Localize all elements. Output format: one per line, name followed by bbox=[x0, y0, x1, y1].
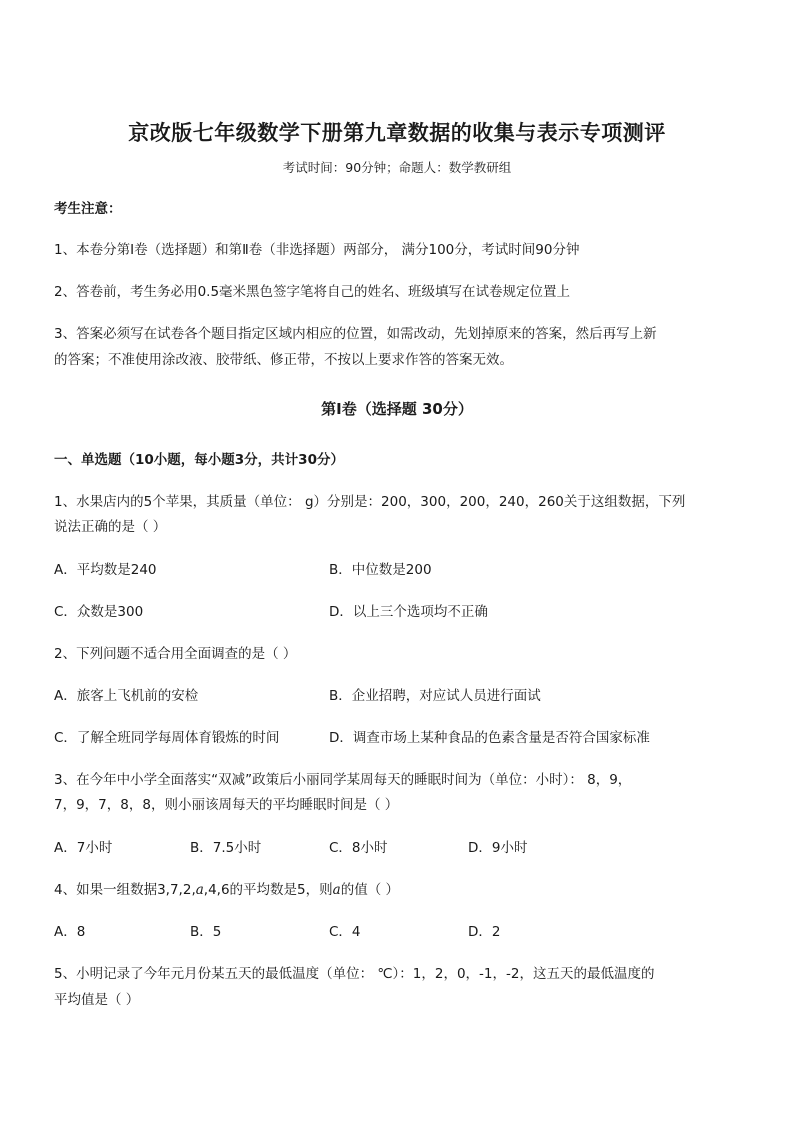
notice-item-3-cont: 的答案；不准使用涂改液、胶带纸、修正带，不按以上要求作答的答案无效。 bbox=[54, 352, 513, 368]
question-4-text bbox=[54, 878, 744, 902]
section-title: 第Ⅰ卷（选择题 30分） bbox=[321, 400, 473, 418]
question-2-option-b: B．企业招聘，对应试人员进行面试 bbox=[329, 688, 541, 704]
question-1-text: 1、水果店内的5个苹果，其质量（单位： g）分别是：200，300，200，240，260关于这组数据，下列 bbox=[54, 494, 686, 510]
notice-heading: 考生注意： bbox=[54, 201, 122, 217]
part-title: 一、单选题（10小题，每小题3分，共计30分） bbox=[54, 452, 344, 468]
notice-item-1: 1、本卷分第Ⅰ卷（选择题）和第Ⅱ卷（非选择题）两部分， 满分100分，考试时间90分钟 bbox=[54, 242, 580, 258]
question-4-text-mid: ,4,6的平均数是5，则 bbox=[203, 882, 333, 898]
question-3-option-c: C．8小时 bbox=[329, 840, 388, 856]
question-4-text-pre: 4、如果一组数据3,7,2, bbox=[54, 882, 196, 898]
exam-info: 考试时间：90分钟；命题人：数学教研组 bbox=[282, 160, 512, 175]
variable-a: a bbox=[195, 882, 204, 898]
question-1-option-c: C．众数是300 bbox=[54, 604, 144, 620]
page-title: 京改版七年级数学下册第九章数据的收集与表示专项测评 bbox=[128, 120, 666, 145]
question-4-option-b: B．5 bbox=[190, 924, 222, 940]
question-4-option-d: D．2 bbox=[468, 924, 501, 940]
question-2-option-a: A．旅客上飞机前的安检 bbox=[54, 688, 199, 704]
question-3-text: 3、在今年中小学全面落实“双减”政策后小丽同学某周每天的睡眠时间为（单位：小时）： 8，9， bbox=[54, 772, 632, 788]
question-3-option-d: D．9小时 bbox=[468, 840, 528, 856]
question-5-text: 5、小明记录了今年元月份某五天的最低温度（单位： ℃）：1，2，0，-1，-2，这五天的最低温度的 bbox=[54, 966, 655, 982]
question-4-option-a: A．8 bbox=[54, 924, 86, 940]
question-1-option-d: D．以上三个选项均不正确 bbox=[329, 604, 488, 620]
variable-a: a bbox=[332, 882, 341, 898]
question-4-option-c: C．4 bbox=[329, 924, 361, 940]
notice-item-2: 2、答卷前，考生务必用0.5毫米黑色签字笔将自己的姓名、班级填写在试卷规定位置上 bbox=[54, 284, 571, 300]
question-2-option-d: D．调查市场上某种食品的色素含量是否符合国家标准 bbox=[329, 730, 650, 746]
question-1-text-cont: 说法正确的是（ ） bbox=[54, 519, 167, 535]
question-4-text-post: 的值（ ） bbox=[340, 882, 400, 898]
question-3-text-cont: 7，9，7，8，8，则小丽该周每天的平均睡眠时间是（ ） bbox=[54, 797, 399, 813]
notice-item-3: 3、答案必须写在试卷各个题目指定区域内相应的位置，如需改动，先划掉原来的答案，然后再写上新 bbox=[54, 326, 657, 342]
question-2-option-c: C．了解全班同学每周体育锻炼的时间 bbox=[54, 730, 280, 746]
question-1-option-b: B．中位数是200 bbox=[329, 562, 432, 578]
question-2-text: 2、下列问题不适合用全面调查的是（ ） bbox=[54, 646, 297, 662]
question-3-option-a: A．7小时 bbox=[54, 840, 113, 856]
question-1-option-a: A．平均数是240 bbox=[54, 562, 157, 578]
question-5-text-cont: 平均值是（ ） bbox=[54, 992, 140, 1008]
question-3-option-b: B．7.5小时 bbox=[190, 840, 262, 856]
